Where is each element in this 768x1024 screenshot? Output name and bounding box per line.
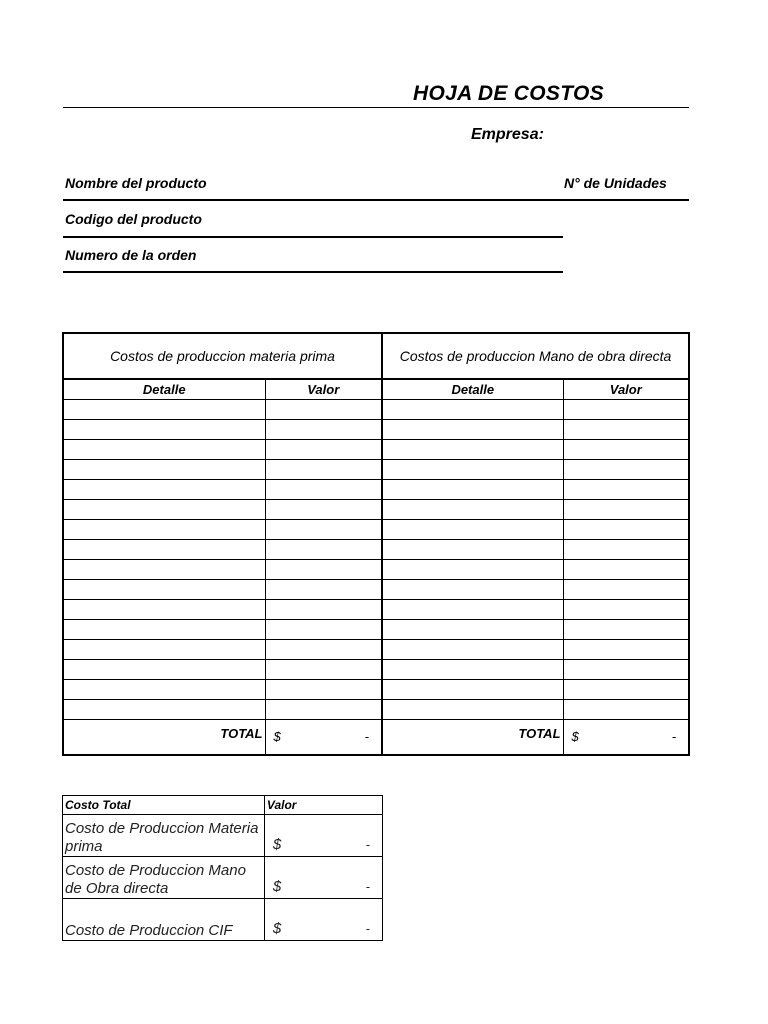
mo-value-cell[interactable] (563, 660, 689, 680)
mo-value-cell[interactable] (563, 680, 689, 700)
mo-value-cell[interactable] (563, 500, 689, 520)
mp-value-cell[interactable] (265, 480, 382, 500)
mp-detail-cell[interactable] (63, 420, 265, 440)
table-row (63, 640, 689, 660)
mo-detail-cell[interactable] (382, 600, 563, 620)
summary-table (62, 795, 383, 941)
mp-value-cell[interactable] (265, 460, 382, 480)
mo-value-cell[interactable] (563, 480, 689, 500)
mp-detail-cell[interactable] (63, 680, 265, 700)
product-code-label: Codigo del producto (65, 211, 202, 227)
table-row (63, 580, 689, 600)
mo-total-currency: $ (571, 729, 579, 744)
mp-detail-cell[interactable] (63, 640, 265, 660)
mp-detail-cell[interactable] (63, 520, 265, 540)
mo-detail-cell[interactable] (382, 560, 563, 580)
summary-row-materia-prima (63, 815, 383, 857)
cost-table (62, 332, 690, 756)
mp-total-currency: $ (273, 729, 281, 744)
mo-detail-cell[interactable] (382, 420, 563, 440)
mp-total-amount: - (364, 729, 370, 744)
mp-detail-cell[interactable] (63, 660, 265, 680)
cost-table-group-header (63, 333, 689, 379)
summary-row-label: Costo de Produccion CIF (63, 899, 265, 941)
mo-total-amount: - (671, 729, 677, 744)
mo-value-cell[interactable] (563, 540, 689, 560)
mp-detail-column-header: Detalle (63, 379, 265, 400)
mp-value-cell[interactable] (265, 560, 382, 580)
mp-value-cell[interactable] (265, 540, 382, 560)
table-row (63, 700, 689, 720)
mo-value-column-header: Valor (563, 379, 689, 400)
mo-total-label: TOTAL (382, 720, 563, 756)
mo-value-cell[interactable] (563, 580, 689, 600)
product-code-field[interactable] (63, 236, 563, 238)
summary-row-value[interactable] (264, 815, 382, 857)
mp-value-cell[interactable] (265, 520, 382, 540)
mo-value-cell[interactable] (563, 600, 689, 620)
summary-value-header: Valor (264, 796, 382, 815)
table-row (63, 440, 689, 460)
mp-detail-cell[interactable] (63, 540, 265, 560)
mo-detail-cell[interactable] (382, 480, 563, 500)
summary-row-amount: - (365, 921, 370, 936)
company-label: Empresa: (471, 126, 544, 143)
summary-row-label: Costo de Produccion Materia prima (63, 815, 265, 857)
summary-row-value[interactable] (264, 899, 382, 941)
summary-row-value[interactable] (264, 857, 382, 899)
table-row (63, 420, 689, 440)
table-row (63, 620, 689, 640)
mo-detail-cell[interactable] (382, 640, 563, 660)
table-row (63, 520, 689, 540)
cost-table-column-header (63, 379, 689, 400)
table-row (63, 560, 689, 580)
mp-value-cell[interactable] (265, 580, 382, 600)
table-row (63, 540, 689, 560)
mo-detail-cell[interactable] (382, 500, 563, 520)
mo-detail-cell[interactable] (382, 620, 563, 640)
mo-value-cell[interactable] (563, 560, 689, 580)
table-row (63, 500, 689, 520)
mo-value-cell[interactable] (563, 520, 689, 540)
order-number-field[interactable] (63, 271, 563, 273)
page-title: HOJA DE COSTOS (413, 82, 604, 105)
mp-detail-cell[interactable] (63, 400, 265, 420)
mo-value-cell[interactable] (563, 420, 689, 440)
mo-detail-cell[interactable] (382, 660, 563, 680)
product-name-field[interactable] (63, 199, 689, 201)
mp-value-cell[interactable] (265, 440, 382, 460)
mp-detail-cell[interactable] (63, 440, 265, 460)
mo-detail-cell[interactable] (382, 400, 563, 420)
summary-header-row (63, 796, 383, 815)
mp-detail-cell[interactable] (63, 560, 265, 580)
mp-value-cell[interactable] (265, 700, 382, 720)
summary-row-currency: $ (272, 920, 282, 937)
mp-value-cell[interactable] (265, 660, 382, 680)
mo-total-value[interactable] (563, 720, 689, 756)
mp-value-cell[interactable] (265, 620, 382, 640)
mp-detail-cell[interactable] (63, 500, 265, 520)
title-divider (63, 107, 689, 108)
table-row (63, 460, 689, 480)
summary-row-mano-obra (63, 857, 383, 899)
mp-total-value[interactable] (265, 720, 382, 756)
mo-value-cell[interactable] (563, 460, 689, 480)
mp-value-cell[interactable] (265, 680, 382, 700)
mp-value-cell[interactable] (265, 400, 382, 420)
mo-detail-cell[interactable] (382, 520, 563, 540)
mp-detail-cell[interactable] (63, 600, 265, 620)
materia-prima-header: Costos de produccion materia prima (63, 333, 382, 379)
mp-total-label: TOTAL (63, 720, 265, 756)
summary-row-amount: - (365, 837, 370, 852)
mp-detail-cell[interactable] (63, 480, 265, 500)
summary-row-currency: $ (272, 878, 282, 895)
mp-value-column-header: Valor (265, 379, 382, 400)
summary-label-header: Costo Total (63, 796, 265, 815)
table-row (63, 480, 689, 500)
table-row (63, 600, 689, 620)
mo-detail-cell[interactable] (382, 460, 563, 480)
table-row (63, 400, 689, 420)
product-name-label: Nombre del producto (65, 175, 207, 191)
mo-detail-cell[interactable] (382, 440, 563, 460)
mo-detail-cell[interactable] (382, 580, 563, 600)
units-label: N° de Unidades (564, 175, 667, 191)
mp-detail-cell[interactable] (63, 700, 265, 720)
summary-row-cif (63, 899, 383, 941)
mo-detail-column-header: Detalle (382, 379, 563, 400)
table-row (63, 660, 689, 680)
mp-detail-cell[interactable] (63, 580, 265, 600)
summary-row-currency: $ (272, 836, 282, 853)
mp-value-cell[interactable] (265, 640, 382, 660)
summary-row-label: Costo de Produccion Mano de Obra directa (63, 857, 265, 899)
mo-value-cell[interactable] (563, 640, 689, 660)
table-row (63, 680, 689, 700)
mo-value-cell[interactable] (563, 620, 689, 640)
mp-detail-cell[interactable] (63, 460, 265, 480)
mp-value-cell[interactable] (265, 500, 382, 520)
total-row (63, 720, 689, 756)
summary-row-amount: - (365, 879, 370, 894)
mp-value-cell[interactable] (265, 600, 382, 620)
mo-value-cell[interactable] (563, 700, 689, 720)
mo-value-cell[interactable] (563, 440, 689, 460)
mp-value-cell[interactable] (265, 420, 382, 440)
mo-detail-cell[interactable] (382, 680, 563, 700)
mp-detail-cell[interactable] (63, 620, 265, 640)
mo-value-cell[interactable] (563, 400, 689, 420)
order-number-label: Numero de la orden (65, 247, 197, 263)
mano-obra-header: Costos de produccion Mano de obra directa (382, 333, 689, 379)
mo-detail-cell[interactable] (382, 700, 563, 720)
mo-detail-cell[interactable] (382, 540, 563, 560)
